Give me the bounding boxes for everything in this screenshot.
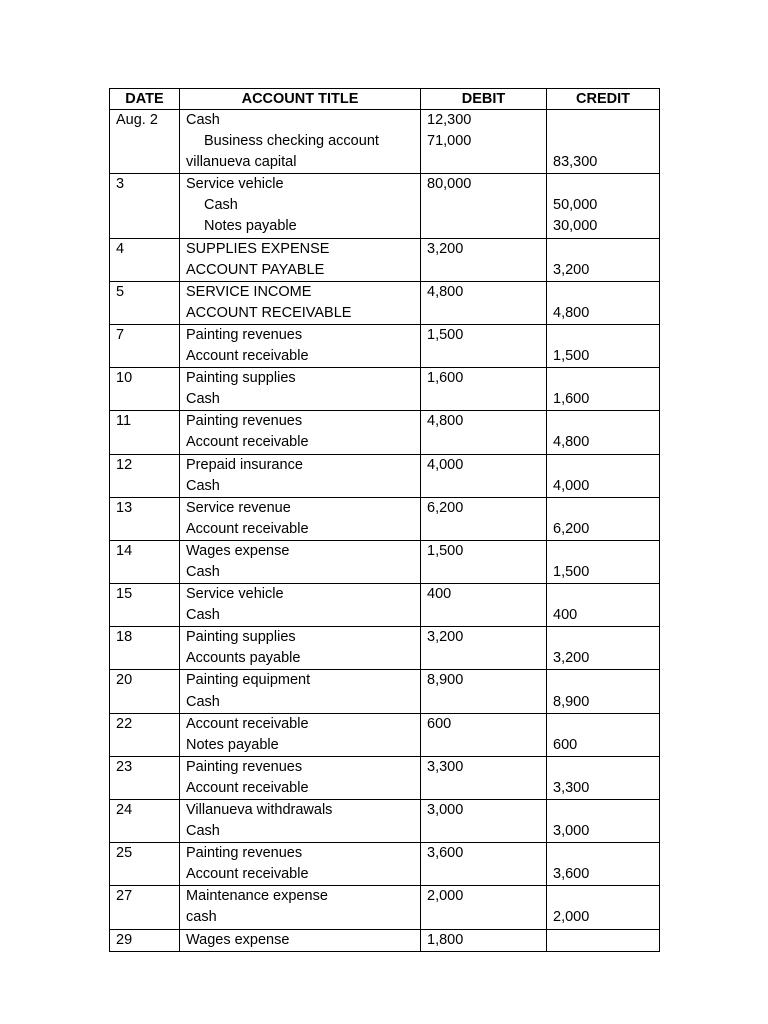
debit-amount: 1,600	[421, 368, 547, 390]
journal-line	[110, 864, 660, 886]
credit-amount	[547, 174, 660, 196]
header-date: DATE	[110, 89, 180, 110]
account-title: Prepaid insurance	[180, 454, 421, 476]
entry-date: 25	[110, 843, 180, 865]
debit-amount	[421, 519, 547, 541]
journal-table	[109, 88, 660, 952]
journal-line	[110, 648, 660, 670]
credit-amount: 600	[547, 735, 660, 757]
credit-amount: 83,300	[547, 152, 660, 174]
header-row	[110, 89, 660, 110]
header-account-title: ACCOUNT TITLE	[180, 89, 421, 110]
account-title: Account receivable	[180, 346, 421, 368]
credit-amount: 2,000	[547, 907, 660, 929]
entry-date	[110, 389, 180, 411]
account-title: Wages expense	[180, 929, 421, 951]
journal-line	[110, 152, 660, 174]
debit-amount: 6,200	[421, 497, 547, 519]
entry-date: 3	[110, 174, 180, 196]
account-title: SERVICE INCOME	[180, 281, 421, 303]
entry-date	[110, 260, 180, 282]
entry-date: 24	[110, 800, 180, 822]
credit-amount	[547, 756, 660, 778]
journal-line	[110, 670, 660, 692]
entry-date	[110, 303, 180, 325]
debit-amount	[421, 605, 547, 627]
credit-amount	[547, 411, 660, 433]
debit-amount: 3,600	[421, 843, 547, 865]
debit-amount	[421, 432, 547, 454]
debit-amount	[421, 648, 547, 670]
credit-amount	[547, 368, 660, 390]
entry-date: Aug. 2	[110, 110, 180, 132]
credit-amount: 50,000	[547, 195, 660, 216]
journal-line	[110, 281, 660, 303]
debit-amount: 400	[421, 584, 547, 606]
credit-amount	[547, 670, 660, 692]
account-title: Villanueva withdrawals	[180, 800, 421, 822]
debit-amount	[421, 562, 547, 584]
credit-amount: 3,200	[547, 260, 660, 282]
journal-line	[110, 324, 660, 346]
credit-amount: 6,200	[547, 519, 660, 541]
credit-amount: 1,600	[547, 389, 660, 411]
journal-line	[110, 346, 660, 368]
debit-amount	[421, 260, 547, 282]
debit-amount: 12,300	[421, 110, 547, 132]
account-title: cash	[180, 907, 421, 929]
journal-line	[110, 131, 660, 152]
account-title: Cash	[180, 821, 421, 843]
entry-date: 11	[110, 411, 180, 433]
journal-line	[110, 907, 660, 929]
journal-line	[110, 562, 660, 584]
account-title: Cash	[180, 605, 421, 627]
debit-amount: 71,000	[421, 131, 547, 152]
credit-amount	[547, 497, 660, 519]
journal-line	[110, 843, 660, 865]
account-title: Notes payable	[180, 735, 421, 757]
debit-amount	[421, 735, 547, 757]
debit-amount: 4,000	[421, 454, 547, 476]
entry-date	[110, 562, 180, 584]
account-title: Accounts payable	[180, 648, 421, 670]
account-title: Account receivable	[180, 778, 421, 800]
entry-date	[110, 692, 180, 714]
journal-body	[110, 110, 660, 952]
debit-amount: 600	[421, 713, 547, 735]
account-title: Painting supplies	[180, 627, 421, 649]
credit-amount	[547, 713, 660, 735]
entry-date	[110, 195, 180, 216]
entry-date	[110, 346, 180, 368]
credit-amount	[547, 110, 660, 132]
journal-line	[110, 800, 660, 822]
journal-line	[110, 519, 660, 541]
credit-amount: 1,500	[547, 346, 660, 368]
debit-amount: 4,800	[421, 411, 547, 433]
journal-line	[110, 627, 660, 649]
entry-date: 18	[110, 627, 180, 649]
entry-date	[110, 152, 180, 174]
entry-date: 7	[110, 324, 180, 346]
credit-amount	[547, 131, 660, 152]
journal-line	[110, 713, 660, 735]
entry-date	[110, 131, 180, 152]
account-title: SUPPLIES EXPENSE	[180, 238, 421, 260]
credit-amount	[547, 324, 660, 346]
debit-amount	[421, 195, 547, 216]
journal-line	[110, 174, 660, 196]
account-title: Cash	[180, 692, 421, 714]
header-credit: CREDIT	[547, 89, 660, 110]
entry-date	[110, 432, 180, 454]
entry-date: 5	[110, 281, 180, 303]
entry-date	[110, 778, 180, 800]
account-title: Painting equipment	[180, 670, 421, 692]
credit-amount	[547, 584, 660, 606]
journal-line	[110, 303, 660, 325]
journal-header	[110, 89, 660, 110]
entry-date: 20	[110, 670, 180, 692]
credit-amount: 3,200	[547, 648, 660, 670]
debit-amount: 1,500	[421, 540, 547, 562]
credit-amount: 30,000	[547, 216, 660, 238]
credit-amount	[547, 800, 660, 822]
entry-date: 13	[110, 497, 180, 519]
credit-amount	[547, 843, 660, 865]
debit-amount	[421, 389, 547, 411]
account-title: Painting revenues	[180, 843, 421, 865]
account-title: ACCOUNT RECEIVABLE	[180, 303, 421, 325]
account-title: Business checking account	[180, 131, 421, 152]
debit-amount	[421, 864, 547, 886]
entry-date	[110, 476, 180, 498]
debit-amount	[421, 476, 547, 498]
debit-amount	[421, 346, 547, 368]
journal-line	[110, 778, 660, 800]
credit-amount: 4,800	[547, 432, 660, 454]
entry-date	[110, 216, 180, 238]
entry-date	[110, 605, 180, 627]
account-title: Account receivable	[180, 713, 421, 735]
entry-date: 22	[110, 713, 180, 735]
header-debit: DEBIT	[421, 89, 547, 110]
credit-amount: 4,000	[547, 476, 660, 498]
entry-date: 29	[110, 929, 180, 951]
journal-line	[110, 195, 660, 216]
account-title: Painting revenues	[180, 411, 421, 433]
entry-date	[110, 864, 180, 886]
credit-amount	[547, 929, 660, 951]
credit-amount: 1,500	[547, 562, 660, 584]
credit-amount	[547, 627, 660, 649]
credit-amount	[547, 454, 660, 476]
debit-amount: 8,900	[421, 670, 547, 692]
debit-amount	[421, 303, 547, 325]
journal-line	[110, 454, 660, 476]
credit-amount: 400	[547, 605, 660, 627]
entry-date: 10	[110, 368, 180, 390]
entry-date: 4	[110, 238, 180, 260]
debit-amount: 4,800	[421, 281, 547, 303]
journal-line	[110, 110, 660, 132]
credit-amount	[547, 540, 660, 562]
journal-line	[110, 432, 660, 454]
debit-amount	[421, 907, 547, 929]
debit-amount: 3,300	[421, 756, 547, 778]
account-title: Account receivable	[180, 432, 421, 454]
account-title: Account receivable	[180, 519, 421, 541]
entry-date: 27	[110, 886, 180, 908]
account-title: ACCOUNT PAYABLE	[180, 260, 421, 282]
entry-date	[110, 907, 180, 929]
debit-amount: 1,800	[421, 929, 547, 951]
credit-amount: 3,000	[547, 821, 660, 843]
entry-date: 12	[110, 454, 180, 476]
debit-amount	[421, 152, 547, 174]
journal-line	[110, 411, 660, 433]
journal-line	[110, 756, 660, 778]
journal-line	[110, 735, 660, 757]
account-title: Cash	[180, 110, 421, 132]
account-title: Painting supplies	[180, 368, 421, 390]
journal-line	[110, 476, 660, 498]
entry-date	[110, 821, 180, 843]
account-title: Cash	[180, 562, 421, 584]
entry-date	[110, 648, 180, 670]
debit-amount	[421, 692, 547, 714]
account-title: Painting revenues	[180, 756, 421, 778]
journal-line	[110, 929, 660, 951]
debit-amount: 1,500	[421, 324, 547, 346]
account-title: Cash	[180, 389, 421, 411]
journal-line	[110, 368, 660, 390]
journal-line	[110, 886, 660, 908]
account-title: Cash	[180, 195, 421, 216]
journal-line	[110, 821, 660, 843]
debit-amount	[421, 778, 547, 800]
journal-line	[110, 692, 660, 714]
journal-line	[110, 216, 660, 238]
credit-amount	[547, 238, 660, 260]
debit-amount: 3,200	[421, 627, 547, 649]
journal-line	[110, 584, 660, 606]
credit-amount: 8,900	[547, 692, 660, 714]
journal-line	[110, 389, 660, 411]
account-title: Maintenance expense	[180, 886, 421, 908]
journal-line	[110, 540, 660, 562]
credit-amount	[547, 281, 660, 303]
entry-date: 15	[110, 584, 180, 606]
entry-date	[110, 519, 180, 541]
entry-date: 14	[110, 540, 180, 562]
account-title: Account receivable	[180, 864, 421, 886]
journal-line	[110, 497, 660, 519]
debit-amount: 2,000	[421, 886, 547, 908]
account-title: Cash	[180, 476, 421, 498]
debit-amount: 80,000	[421, 174, 547, 196]
account-title: Painting revenues	[180, 324, 421, 346]
debit-amount: 3,200	[421, 238, 547, 260]
journal-line	[110, 605, 660, 627]
credit-amount: 3,300	[547, 778, 660, 800]
credit-amount: 3,600	[547, 864, 660, 886]
debit-amount	[421, 216, 547, 238]
account-title: Service vehicle	[180, 174, 421, 196]
entry-date	[110, 735, 180, 757]
account-title: Wages expense	[180, 540, 421, 562]
account-title: Notes payable	[180, 216, 421, 238]
credit-amount: 4,800	[547, 303, 660, 325]
account-title: Service vehicle	[180, 584, 421, 606]
debit-amount: 3,000	[421, 800, 547, 822]
credit-amount	[547, 886, 660, 908]
journal-line	[110, 238, 660, 260]
account-title: villanueva capital	[180, 152, 421, 174]
journal-line	[110, 260, 660, 282]
entry-date: 23	[110, 756, 180, 778]
account-title: Service revenue	[180, 497, 421, 519]
debit-amount	[421, 821, 547, 843]
